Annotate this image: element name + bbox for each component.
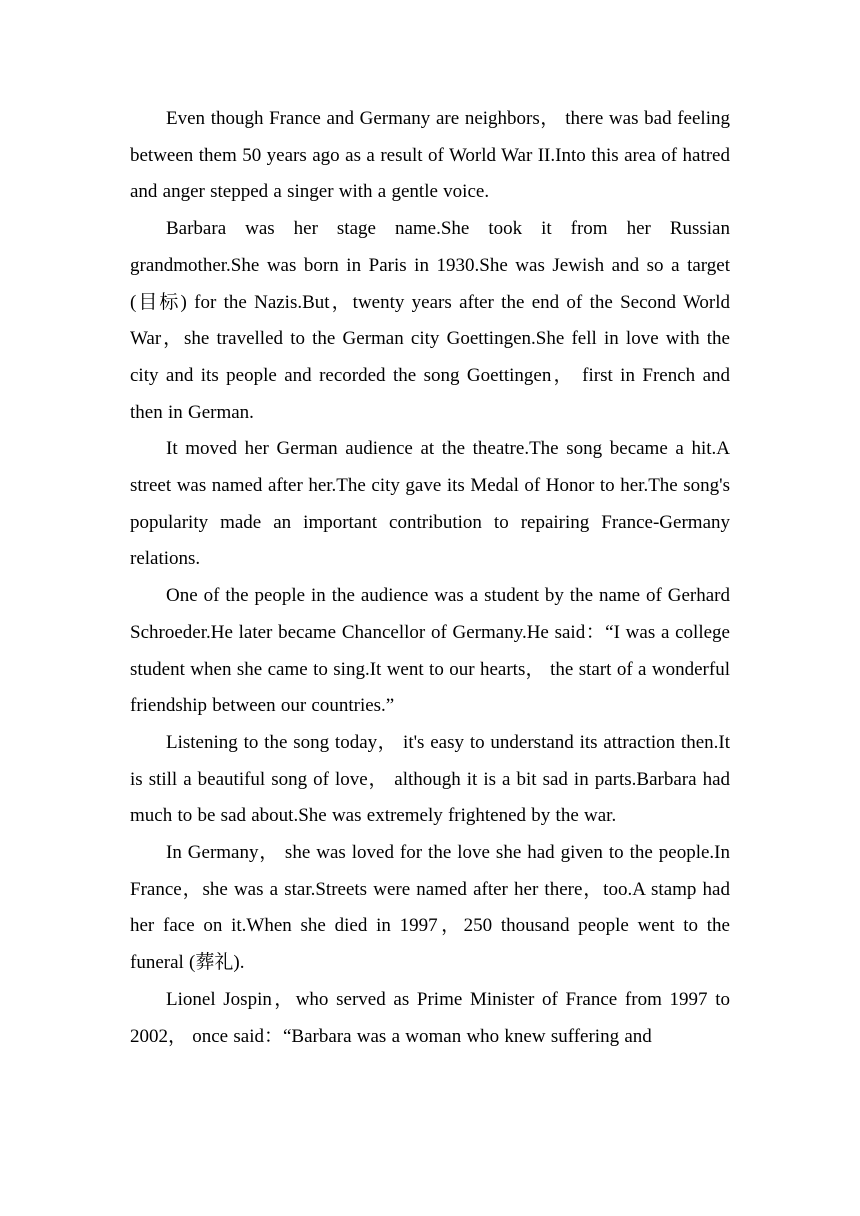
paragraph-5: Listening to the song today， it's easy to understand its attraction then.It is still a beautiful song of love， although it is a bit sad in parts.Barbara had much to be sad about.She was extremely frightened by the war.	[130, 731, 730, 827]
paragraph-4: One of the people in the audience was a student by the name of Gerhard Schroeder.He later became Chancellor of Germany.He said：“I was a college student when she came to sing.It went to our hearts， the start of a wonderful friendship between our countries.”	[130, 585, 730, 717]
paragraph-2: Barbara was her stage name.She took it from her Russian grandmother.She was born in Paris in 1930.She was Jewish and so a target (目标) for the Nazis.But，twenty years after the end of the Second World War，she travelled to the German city Goettingen.She fell in love with the city and its people and recorded the song Goettingen， first in French and then in German.	[130, 218, 730, 423]
paragraph-1: Even though France and Germany are neighbors， there was bad feeling between them 50 years ago as a result of World War II.Into this area of hatred and anger stepped a singer with a gentle voice.	[130, 108, 730, 203]
paragraph-7: Lionel Jospin，who served as Prime Minister of France from 1997 to 2002， once said：“Barbara was a woman who knew suffering and	[130, 988, 730, 1047]
paragraph-6: In Germany， she was loved for the love she had given to the people.In France，she was a star.Streets were named after her there，too.A stamp had her face on it.When she died in 1997，250 thousand people went to the funeral (葬礼).	[130, 842, 730, 974]
paragraph-3: It moved her German audience at the theatre.The song became a hit.A street was named after her.The city gave its Medal of Honor to her.The song's popularity made an important contribution to repairing France-Germany relations.	[130, 438, 730, 570]
document-page	[130, 101, 730, 1055]
